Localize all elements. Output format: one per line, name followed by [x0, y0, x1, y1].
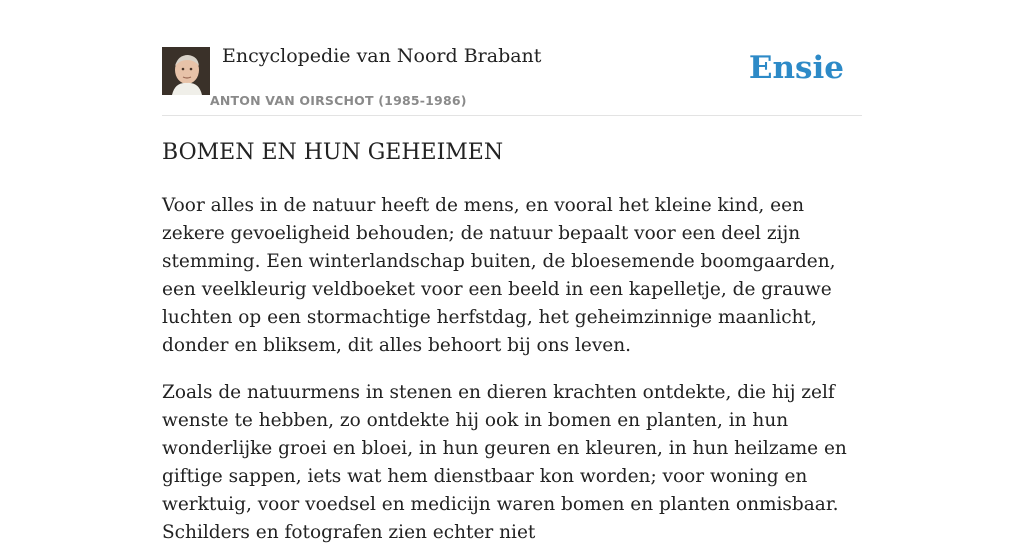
header	[162, 0, 862, 116]
article-paragraph-1: Voor alles in de natuur heeft de mens, en vooral het kleine kind, een zekere gevoeligheid behouden; de natuur bepaalt voor een deel zijn stemming. Een winterlandschap buiten, de bloesemende boomgaarden, een veelkleurig veldboeket voor een beeld in een kapelletje, de grauwe luchten op een stormachtige herfstdag, het geheimzinnige maanlicht, donder en bliksem, dit alles behoort bij ons leven.	[162, 195, 836, 356]
author-portrait-icon	[162, 47, 210, 95]
article-container	[162, 0, 862, 543]
article-paragraph-2: Zoals de natuurmens in stenen en dieren krachten ontdekte, die hij zelf wenste te hebben, zo ontdekte hij ook in bomen en planten, in hun wonderlijke groei en bloei, in hun geuren en kleuren, in hun heilzame en giftige sappen, iets wat hem dienstbaar kon worden; voor woning en werktuig, voor voedsel en medicijn waren bomen en planten onmisbaar. Schilders en fotografen zien echter niet	[162, 382, 847, 543]
article-title: BOMEN EN HUN GEHEIMEN	[162, 140, 504, 165]
ensie-logo[interactable]: Ensie	[748, 50, 844, 86]
author-avatar[interactable]	[162, 47, 210, 95]
author-name[interactable]: ANTON VAN OIRSCHOT (1985-1986)	[210, 93, 467, 108]
site-title[interactable]: Encyclopedie van Noord Brabant	[222, 45, 542, 67]
